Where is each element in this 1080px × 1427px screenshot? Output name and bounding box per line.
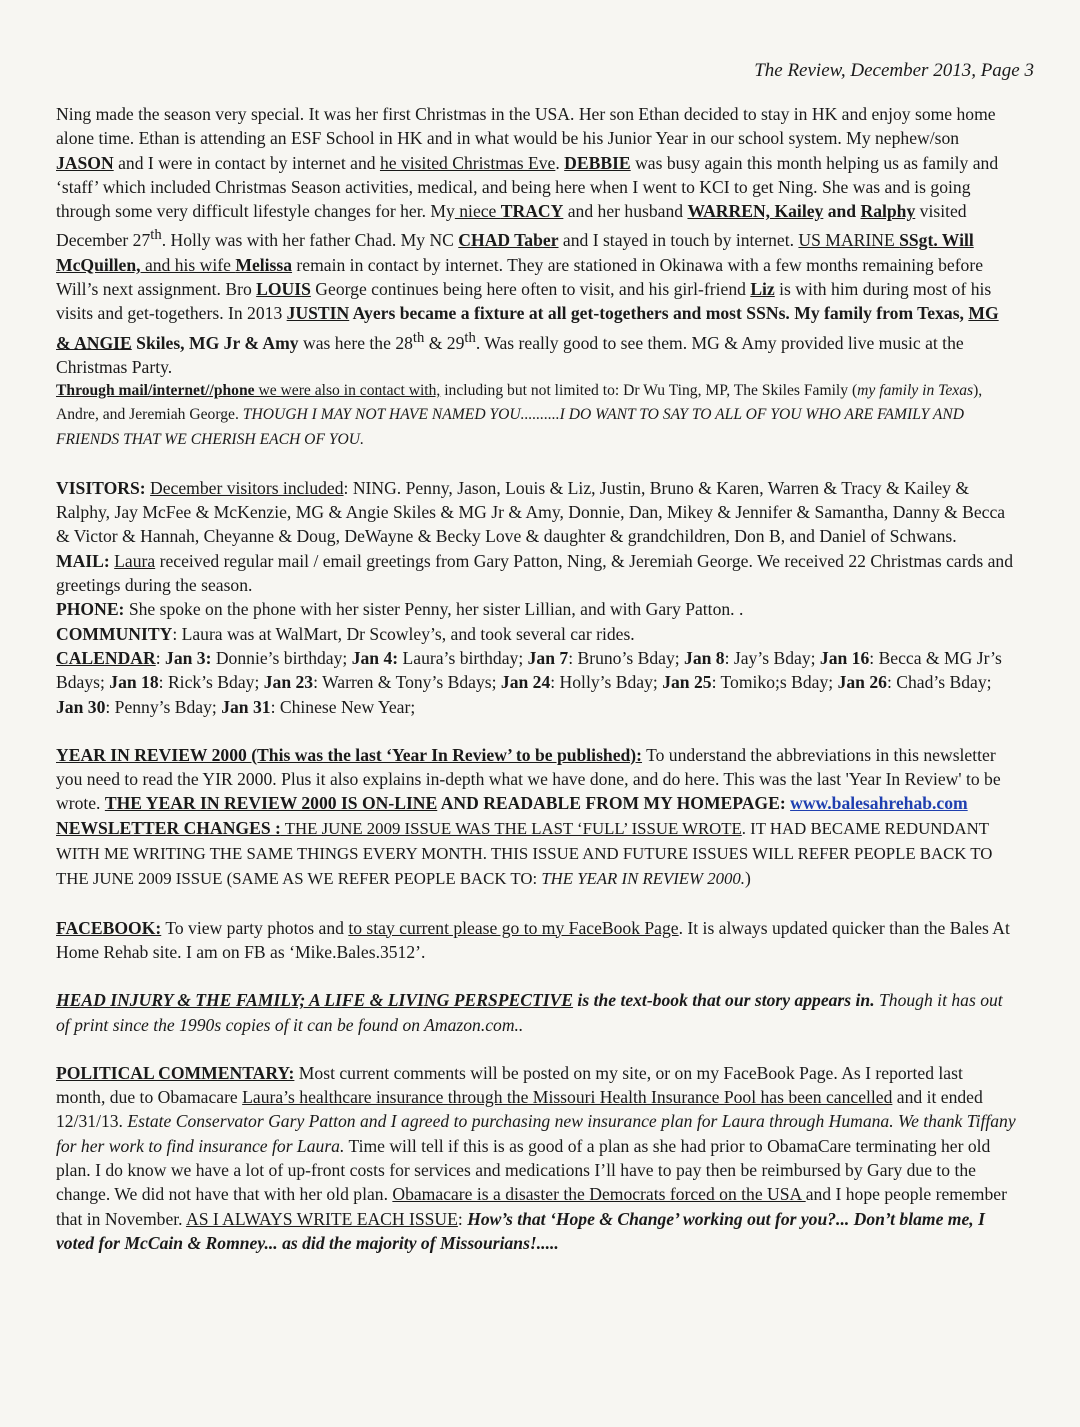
underlined-text: and his wife — [140, 254, 236, 275]
text: George continues being here often to visit, and his girl-friend — [310, 278, 751, 299]
underlined-text: to stay current please go to my FaceBook Page — [348, 917, 679, 938]
page-body — [56, 102, 1016, 1255]
calendar-event: : Chad’s Bday; — [886, 672, 992, 693]
calendar-date: Jan 23 — [263, 672, 314, 693]
name-liz: Liz — [750, 278, 775, 299]
calendar-date: Jan 18 — [109, 672, 159, 693]
name-will: SSgt. Will McQuillen, — [56, 230, 974, 275]
italic-text: THOUGH I MAY NOT HAVE NAMED YOU..........I DO WANT TO SAY TO ALL OF YOU WHO ARE FAMILY AND FRIENDS THAT WE CHERISH EACH OF YOU. — [56, 406, 965, 448]
text: . Holly was with her father Chad. My NC — [161, 230, 459, 251]
italic-text: Estate Conservator Gary Patton and I agreed to purchasing new insurance plan for Laura through Humana. We thank Tiffany for her work to find insurance for Laura. — [56, 1111, 1016, 1156]
text: . It is always updated quicker than the Bales At Home Rehab site. I am on FB as ‘Mike.Bales.3512’. — [56, 917, 1010, 962]
text: . Was really good to see them. MG & Amy provided live music at the Christmas Party. — [56, 332, 964, 377]
calendar-event: : Warren & Tony’s Bdays; — [313, 672, 501, 693]
name-melissa: Melissa — [235, 254, 293, 275]
year-in-review-section — [56, 743, 1016, 892]
text: and I were in contact by internet and — [113, 152, 380, 173]
section-label: VISITORS: — [56, 477, 146, 498]
underlined-text: he visited Christmas Eve — [379, 152, 556, 173]
name-tracy: TRACY — [500, 201, 564, 222]
text: Time will tell if this is as good of a plan as she had prior to ObamaCare terminating her old plan. I do know we have a lot of up-front costs for services and medications I’ll have to pay then be reimbursed by Gary due to the change. We did not have that with her old plan. — [56, 1135, 991, 1205]
text: Ayers became a fixture at all get-togethers and most SSNs. My family from Texas, — [349, 303, 969, 324]
text: and it ended 12/31/13. — [56, 1087, 983, 1132]
calendar-event: : Becca & MG Jr’s Bdays; — [56, 647, 1002, 693]
head-injury-section — [56, 988, 1016, 1037]
underlined-text: THE JUNE 2009 ISSUE WAS THE LAST ‘FULL’ ISSUE WROTE — [280, 818, 742, 838]
family-paragraph — [56, 102, 1016, 379]
community-section — [56, 622, 1016, 646]
visitors-section — [56, 476, 1016, 549]
text: including but not limited to: Dr Wu Ting, MP, The Skiles Family ( — [440, 381, 858, 399]
underlined-text: Through mail/internet//phone — [56, 381, 255, 399]
italic-text: THE YEAR IN REVIEW 2000. — [541, 869, 745, 889]
spacer — [56, 719, 1016, 743]
calendar-date: Jan 26 — [837, 672, 887, 693]
ordinal: th — [150, 227, 162, 244]
homepage-link[interactable]: www.balesahrehab.com — [790, 793, 968, 814]
text: . IT HAD BECAME REDUNDANT WITH ME WRITING THE SAME THINGS EVERY MONTH. THIS ISSUE AND FUTURE ISSUES WILL REFER PEOPLE BACK TO THE JUNE 2009 ISSUE (SAME AS WE REFER PEOPLE BACK TO: — [56, 818, 993, 889]
calendar-event: : Jay’s Bday; — [724, 647, 820, 668]
section-label: CALENDAR — [56, 647, 156, 668]
section-label: COMMUNITY — [56, 623, 173, 644]
calendar-event: : Bruno’s Bday; — [568, 647, 685, 668]
name-louis: LOUIS — [256, 278, 311, 299]
text: was busy again this month helping us as family and ‘staff’ which included Christmas Season activities, medical, and being here when I went to KCI to get Ning. She was and is going through some very difficult lifestyle changes for her. My — [56, 152, 999, 222]
calendar-event: : Rick’s Bday; — [158, 672, 264, 693]
text: : Laura was at WalMart, Dr Scowley’s, and took several car rides. — [172, 623, 635, 644]
calendar-date: Jan 24 — [500, 672, 551, 693]
calendar-event: : Chinese New Year; — [270, 696, 416, 717]
calendar-event: : Tomiko;s Bday; — [711, 672, 838, 693]
calendar-date: Jan 3: — [165, 647, 212, 668]
book-title: HEAD INJURY & THE FAMILY; A LIFE & LIVING PERSPECTIVE — [56, 990, 574, 1011]
text: . — [555, 152, 565, 173]
underlined-text: Laura — [114, 550, 156, 571]
calendar-date: Jan 30 — [56, 696, 106, 717]
text: & 29 — [424, 332, 465, 353]
underlined-text: US MARINE — [798, 230, 900, 251]
spacer — [56, 964, 1016, 988]
text: Ning made the season very special. It was her first Christmas in the USA. Her son Ethan decided to stay in HK and enjoy some home alone time. Ethan is attending an ESF School in HK and in what would be his Junior Year in our school system. My nephew/son — [56, 104, 996, 149]
text: : NING. Penny, Jason, Louis & Liz, Justin, Bruno & Karen, Warren & Tracy & Kailey & Ralphy, Jay McFee & McKenzie, MG & Angie Skiles & MG Jr & Amy, Donnie, Dan, Mikey & Jennifer & Samantha, Danny & Becca & Victor & Hannah, Cheyanne & Doug, DeWayne & Becky Love & daughter & grandchildren, Don B, and Daniel of Schwans. — [56, 477, 1006, 547]
text: AND READABLE FROM MY HOMEPAGE: — [437, 793, 791, 814]
underlined-text: Laura’s healthcare insurance through the Missouri Health Insurance Pool has been cancelled — [242, 1087, 893, 1108]
underlined-text: AS I ALWAYS WRITE EACH ISSUE — [185, 1208, 458, 1229]
text: visited December 27 — [56, 201, 967, 251]
underlined-text: niece — [454, 201, 501, 222]
text: and I stayed in touch by internet. — [558, 230, 799, 251]
calendar-date: Jan 25 — [662, 672, 712, 693]
bold-italic-text: How’s that ‘Hope & Change’ working out for you?... Don’t blame me, I voted for McCain & Romney... as did the majority of Missourians!..... — [56, 1208, 985, 1253]
name-ralphy: Ralphy — [860, 201, 916, 222]
calendar-date: Jan 4: — [351, 647, 399, 668]
underlined-text: December visitors included — [150, 477, 344, 498]
mail-section — [56, 549, 1016, 598]
spacer — [56, 452, 1016, 476]
name-debbie: DEBBIE — [564, 152, 631, 173]
calendar-date: Jan 8 — [684, 647, 725, 668]
calendar-date: Jan 7 — [527, 647, 569, 668]
text: and her husband — [563, 201, 688, 222]
contact-paragraph — [56, 379, 1016, 452]
spacer — [56, 1037, 1016, 1061]
italic-text: my family in Texas — [857, 381, 974, 399]
ordinal: th — [464, 329, 476, 346]
calendar-event: Donnie’s birthday; — [211, 647, 352, 668]
name-jason: JASON — [56, 152, 114, 173]
calendar-event: : Holly’s Bday; — [550, 672, 663, 693]
underlined-text: we were also in contact with, — [254, 381, 441, 399]
text: and I hope people remember that in November. — [56, 1184, 1007, 1229]
text: : — [155, 647, 166, 668]
calendar-date: Jan 31 — [221, 696, 271, 717]
section-label: FACEBOOK: — [56, 917, 162, 938]
facebook-section — [56, 916, 1016, 965]
name-chad: CHAD Taber — [458, 230, 559, 251]
text: was here the 28 — [298, 332, 413, 353]
text: is the text-book that our story appears in. — [573, 990, 875, 1011]
section-label: MAIL: — [56, 550, 110, 571]
calendar-event: : Penny’s Bday; — [105, 696, 222, 717]
calendar-section — [56, 646, 1016, 719]
calendar-event: Laura’s birthday; — [398, 647, 528, 668]
text: Skiles, MG Jr & Amy — [131, 332, 299, 353]
phone-section — [56, 597, 1016, 621]
text: To view party photos and — [161, 917, 349, 938]
text: is with him during most of his visits and get-togethers. In 2013 — [56, 278, 992, 324]
text: received regular mail / email greetings from Gary Patton, Ning, & Jeremiah George. We received 22 Christmas cards and greetings during the season. — [56, 550, 1013, 596]
italic-text: Though it has out of print since the 1990s copies of it can be found on Amazon.com.. — [56, 990, 1003, 1035]
calendar-date: Jan 16 — [819, 647, 870, 668]
section-label: YEAR IN REVIEW 2000 (This was the last ‘Year In Review’ to be published): — [56, 744, 643, 765]
name-mg-angie: MG & ANGIE — [56, 303, 999, 353]
text: and — [823, 201, 861, 222]
name-warren: WARREN, Kailey — [687, 201, 824, 222]
name-justin: JUSTIN — [286, 303, 350, 324]
text: Most current comments will be posted on my site, or on my FaceBook Page. As I reported last month, due to Obamacare — [56, 1062, 963, 1108]
text: ) — [745, 868, 751, 889]
text: She spoke on the phone with her sister Penny, her sister Lillian, and with Gary Patton. . — [124, 599, 744, 620]
text: : — [457, 1208, 468, 1229]
page-header: The Review, December 2013, Page 3 — [754, 60, 1034, 81]
spacer — [56, 892, 1016, 916]
underlined-text: THE YEAR IN REVIEW 2000 IS ON-LINE — [104, 793, 438, 814]
ordinal: th — [412, 329, 425, 346]
text: remain in contact by internet. They are stationed in Okinawa with a few months remaining before Will’s next assignment. Bro — [56, 254, 984, 299]
section-label: POLITICAL COMMENTARY: — [56, 1062, 295, 1083]
political-section — [56, 1061, 1016, 1255]
section-label: PHONE: — [56, 599, 125, 620]
text: ), Andre, and Jeremiah George. — [56, 381, 983, 424]
underlined-text: Obamacare is a disaster the Democrats forced on the USA — [392, 1184, 806, 1205]
underlined-text: NEWSLETTER CHANGES : — [56, 817, 281, 838]
text: To understand the abbreviations in this newsletter you need to read the YIR 2000. Plus it also explains in-depth what we have done, and do here. This was the last 'Year In Review' to be wrote. — [56, 744, 1001, 814]
